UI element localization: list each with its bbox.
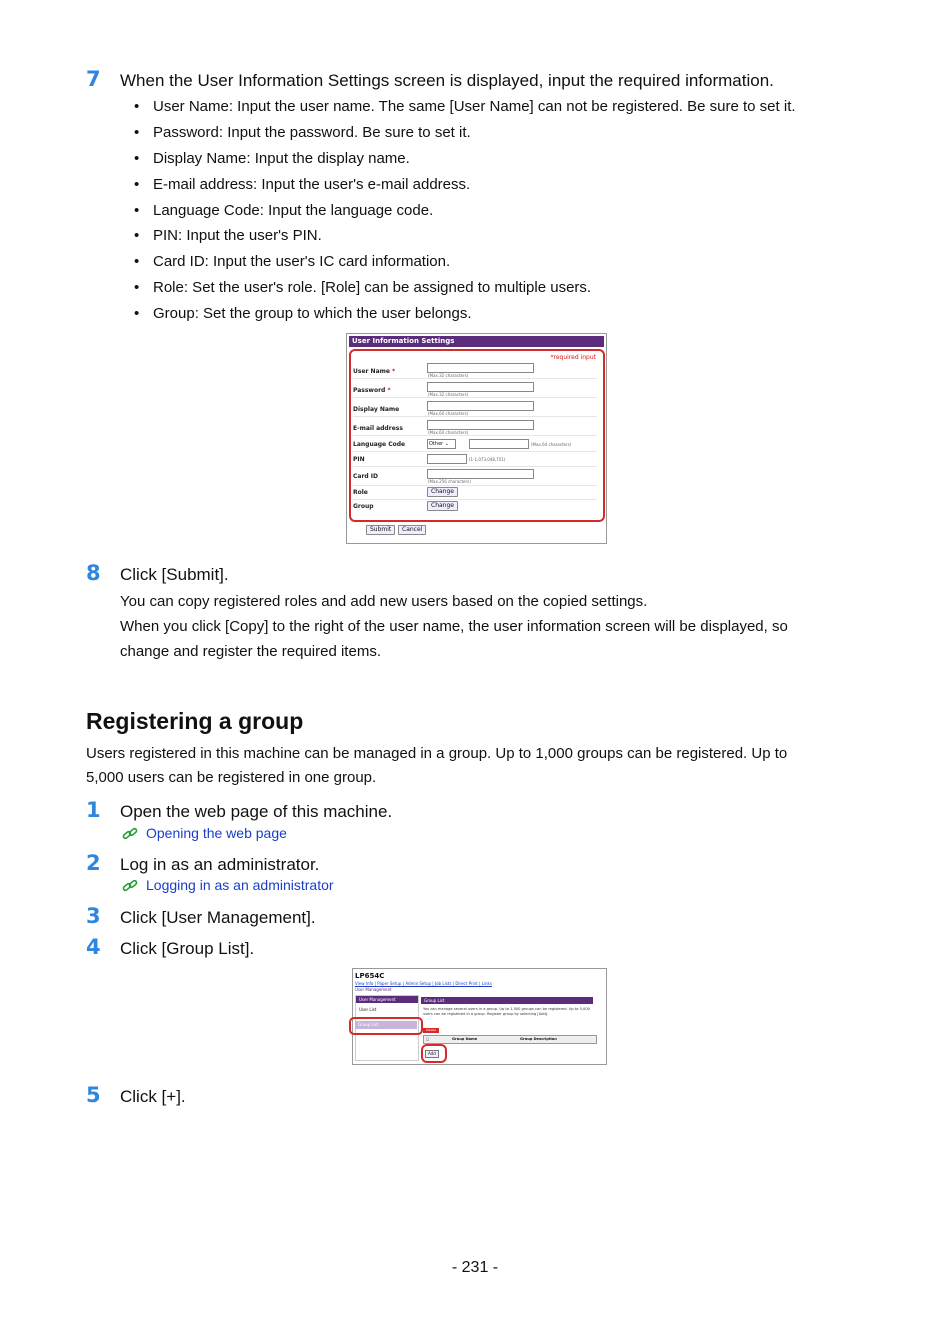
highlight-frame <box>349 1017 423 1035</box>
top-nav-links[interactable]: View Info | Paper Setup | Admin Setup | Job Lists | Direct Print | Links <box>355 981 492 986</box>
page-number: - 231 - <box>451 1259 499 1276</box>
chevron-down-icon: ⌄ <box>444 441 449 447</box>
bullet-item: • User Name: Input the user name. The same [User Name] can not be registered. Be sure to set it. <box>134 96 796 122</box>
step-number: 2 <box>86 851 101 875</box>
step-text: When the User Information Settings screen is displayed, input the required information. <box>120 71 774 90</box>
bullet-item: • Display Name: Input the display name. <box>134 148 796 174</box>
step-note <box>120 589 788 664</box>
side-menu-item-user-list[interactable]: User List <box>359 1007 377 1012</box>
bullet-item: • Language Code: Input the language code. <box>134 200 796 226</box>
field-label: User Name <box>353 368 390 375</box>
group-change-button[interactable]: Change <box>427 501 458 511</box>
field-label: Password <box>353 387 386 394</box>
group-list-screenshot <box>352 968 607 1065</box>
step-number: 7 <box>86 67 101 91</box>
step-number: 5 <box>86 1083 101 1107</box>
field-hint: (Max.64 characters) <box>531 442 572 447</box>
intro-line: 5,000 users can be registered in one group. <box>86 769 377 786</box>
highlight-frame <box>349 349 605 522</box>
add-button[interactable]: Add <box>425 1050 439 1058</box>
model-name: LP654C <box>355 972 385 980</box>
section-intro <box>86 742 787 790</box>
bullet-item: • Group: Set the group to which the user belongs. <box>134 303 796 329</box>
bullet-item: • E-mail address: Input the user's e-mail address. <box>134 174 796 200</box>
required-note: *required input <box>550 354 596 361</box>
link-text[interactable]: Opening the web page <box>146 825 287 841</box>
breadcrumb: User Management <box>355 987 392 992</box>
side-menu-item-group-list[interactable]: Group List <box>355 1021 417 1029</box>
step-text: Click [Group List]. <box>120 939 255 958</box>
select-checkbox[interactable]: □ <box>426 1037 430 1041</box>
step-text: Log in as an administrator. <box>120 855 320 874</box>
step-number: 1 <box>86 798 101 822</box>
step-text: Click [User Management]. <box>120 908 316 927</box>
field-hint: (Max.256 characters) <box>428 479 471 484</box>
step-text: Click [+]. <box>120 1087 186 1106</box>
link-icon <box>122 879 138 893</box>
required-star: * <box>392 368 396 375</box>
bullet-item: • Card ID: Input the user's IC card information. <box>134 251 796 277</box>
user-information-settings-screenshot <box>346 333 607 544</box>
step-text: Open the web page of this machine. <box>120 802 393 821</box>
field-label: Display Name <box>353 406 400 413</box>
group-table-header <box>423 1035 597 1044</box>
link-text[interactable]: Logging in as an administrator <box>146 877 334 893</box>
field-label: E-mail address <box>353 425 403 432</box>
side-menu-header: User Management <box>356 996 418 1003</box>
step-text: Click [Submit]. <box>120 565 229 584</box>
field-label: Language Code <box>353 441 406 448</box>
field-hint: (Max.64 characters) <box>428 411 469 416</box>
bullet-item: • Password: Input the password. Be sure to set it. <box>134 122 796 148</box>
field-hint: (Max.32 characters) <box>428 392 469 397</box>
field-hint: (Max.64 characters) <box>428 430 469 435</box>
role-change-button[interactable]: Change <box>427 487 458 497</box>
field-label: PIN <box>353 456 365 463</box>
step-number: 8 <box>86 561 101 585</box>
column-header: Group Description <box>520 1037 557 1041</box>
highlight-frame <box>421 1044 447 1063</box>
required-star: * <box>387 387 391 394</box>
panel-description: You can manage several users in a group. Up to 1,000 groups can be registered. Up to 5,000 users can be registered in a group. Register group by selecting [Add]. <box>423 1007 590 1016</box>
link-logging-in[interactable] <box>122 877 334 893</box>
field-label: Role <box>353 489 368 496</box>
note-line: When you click [Copy] to the right of the user name, the user information screen will be displayed, so <box>120 618 788 635</box>
delete-button[interactable]: Delete <box>423 1028 439 1033</box>
panel-header: Group List <box>421 997 593 1004</box>
section-heading: Registering a group <box>86 708 304 734</box>
column-header: Group Name <box>452 1037 478 1041</box>
step-number: 3 <box>86 904 101 928</box>
link-opening-web-page[interactable] <box>122 825 287 841</box>
field-label: Group <box>353 503 374 510</box>
submit-button[interactable]: Submit <box>366 525 395 535</box>
select-value: Other <box>429 441 444 447</box>
screen-title-bar: User Information Settings <box>349 336 604 347</box>
group-list-panel <box>421 997 601 1055</box>
step-number: 4 <box>86 935 101 959</box>
note-line: change and register the required items. <box>120 643 381 660</box>
field-hint: (1-1,073,048,751) <box>469 457 506 462</box>
link-icon <box>122 827 138 841</box>
bullet-item: • Role: Set the user's role. [Role] can be assigned to multiple users. <box>134 277 796 303</box>
intro-line: Users registered in this machine can be managed in a group. Up to 1,000 groups can be registered. Up to <box>86 745 788 762</box>
field-hint: (Max.32 characters) <box>428 373 469 378</box>
bullet-item: • PIN: Input the user's PIN. <box>134 225 796 251</box>
cancel-button[interactable]: Cancel <box>398 525 426 535</box>
note-line: You can copy registered roles and add new users based on the copied settings. <box>120 593 648 610</box>
bullet-list <box>134 96 796 329</box>
field-label: Card ID <box>353 473 379 480</box>
